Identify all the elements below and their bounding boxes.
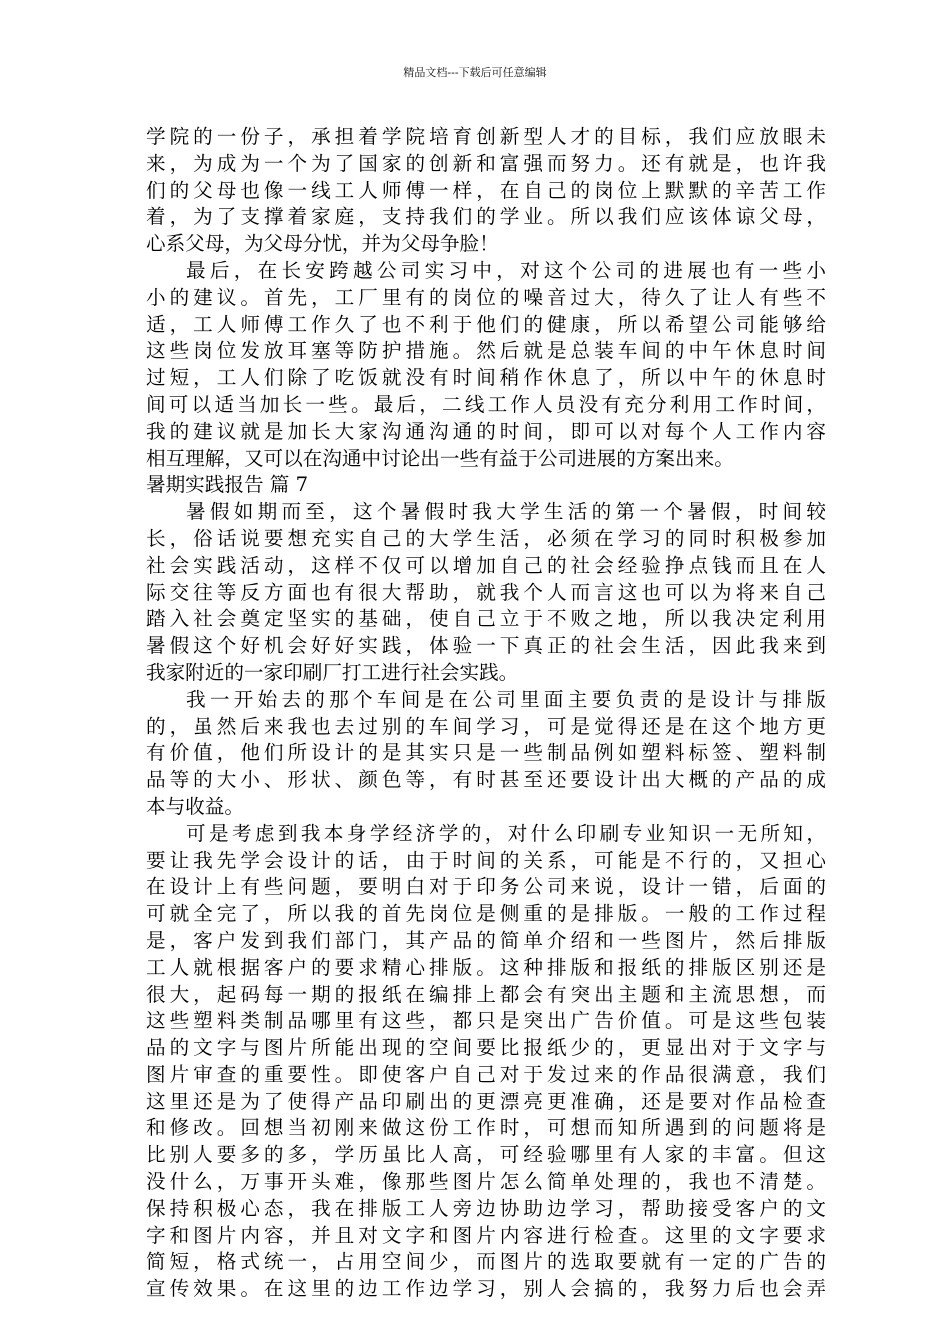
text-line: 比别人要多的多，学历虽比人高，可经验哪里有人家的丰富。但这 [146,1143,826,1167]
text-line: 和修改。回想当初刚来做这份工作时，可想而知所遇到的问题将是 [146,1116,826,1140]
text-line: 简短，格式统一，占用空间少，而图片的选取要就有一定的广告的 [146,1250,826,1274]
text-line: 适，工人师傅工作久了也不利于他们的健康，所以希望公司能够给 [146,312,826,336]
text-line: 字和图片内容，并且对文字和图片内容进行检查。这里的文字要求 [146,1223,826,1247]
text-line: 品等的大小、形状、颜色等，有时甚至还要设计出大概的产品的成 [146,768,826,792]
page-header: 精品文档---下载后可任意编辑 [403,66,547,79]
text-line: 着，为了支撑着家庭，支持我们的学业。所以我们应该体谅父母， [146,205,826,229]
text-line: 小的建议。首先，工厂里有的岗位的噪音过大，待久了让人有些不 [146,285,826,309]
text-line: 最后，在长安跨越公司实习中，对这个公司的进展也有一些小 [186,258,826,282]
text-line: 保持积极心态，我在排版工人旁边协助边学习，帮助接受客户的文 [146,1196,826,1220]
text-line: 这些塑料类制品哪里有这些，都只是突出广告价值。可是这些包装 [146,1009,826,1033]
text-line: 图片审查的重要性。即使客户自己对于发过来的作品很满意，我们 [146,1062,826,1086]
text-line: 本与收益。 [146,794,244,818]
text-line: 可是考虑到我本身学经济学的，对什么印刷专业知识一无所知， [186,821,826,845]
text-line: 宣传效果。在这里的边工作边学习，别人会搞的，我努力后也会弄 [146,1277,826,1301]
text-line: 可就全完了，所以我的首先岗位是侧重的是排版。一般的工作过程 [146,902,826,926]
text-line: 这些岗位发放耳塞等防护措施。然后就是总装车间的中午休息时间 [146,339,826,363]
text-line: 社会实践活动，这样不仅可以增加自己的社会经验挣点钱而且在人 [146,553,826,577]
text-line: 很大，起码每一期的报纸在编排上都会有突出主题和主流思想，而 [146,982,826,1006]
text-line: 有价值，他们所设计的是其实只是一些制品例如塑料标签、塑料制 [146,741,826,765]
document-body [146,124,826,1303]
text-line: 工人就根据客户的要求精心排版。这种排版和报纸的排版区别还是 [146,955,826,979]
text-line: 品的文字与图片所能出现的空间要比报纸少的，更显出对于文字与 [146,1036,826,1060]
text-line: 相互理解，又可以在沟通中讨论出一些有益于公司进展的方案出来。 [146,446,734,470]
text-line: 心系父母，为父母分忧，并为父母争脸！ [146,232,499,256]
text-line: 暑假如期而至，这个暑假时我大学生活的第一个暑假，时间较 [186,500,826,524]
text-line: 没什么，万事开头难，像那些图片怎么简单处理的，我也不清楚。 [146,1170,826,1194]
text-line: 长，俗话说要想充实自己的大学生活，必须在学习的同时积极参加 [146,526,826,550]
text-line: 这里还是为了使得产品印刷出的更漂亮更准确，还是要对作品检查 [146,1089,826,1113]
text-line: 过短，工人们除了吃饭就没有时间稍作休息了，所以中午的休息时 [146,366,826,390]
text-line: 我家附近的一家印刷厂打工进行社会实践。 [146,660,519,684]
text-line: 暑期实践报告 篇 7 [146,473,309,497]
text-line: 是，客户发到我们部门，其产品的简单介绍和一些图片，然后排版 [146,928,826,952]
text-line: 的，虽然后来我也去过别的车间学习，可是觉得还是在这个地方更 [146,714,826,738]
text-line: 际交往等反方面也有很大帮助，就我个人而言这也可以为将来自己 [146,580,826,604]
text-line: 来，为成为一个为了国家的创新和富强而努力。还有就是，也许我 [146,151,826,175]
text-line: 间可以适当加长一些。最后，二线工作人员没有充分利用工作时间， [146,392,826,416]
text-line: 要让我先学会设计的话，由于时间的关系，可能是不行的，又担心 [146,848,826,872]
text-line: 踏入社会奠定坚实的基础，使自己立于不败之地，所以我决定利用 [146,607,826,631]
text-line: 们的父母也像一线工人师傅一样，在自己的岗位上默默的辛苦工作 [146,178,826,202]
text-line: 在设计上有些问题，要明白对于印务公司来说，设计一错，后面的 [146,875,826,899]
text-line: 我的建议就是加长大家沟通沟通的时间，即可以对每个人工作内容 [146,419,826,443]
text-line: 暑假这个好机会好好实践，体验一下真正的社会生活，因此我来到 [146,634,826,658]
text-line: 我一开始去的那个车间是在公司里面主要负责的是设计与排版 [186,687,826,711]
text-line: 学院的一份子，承担着学院培育创新型人才的目标，我们应放眼未 [146,125,826,148]
